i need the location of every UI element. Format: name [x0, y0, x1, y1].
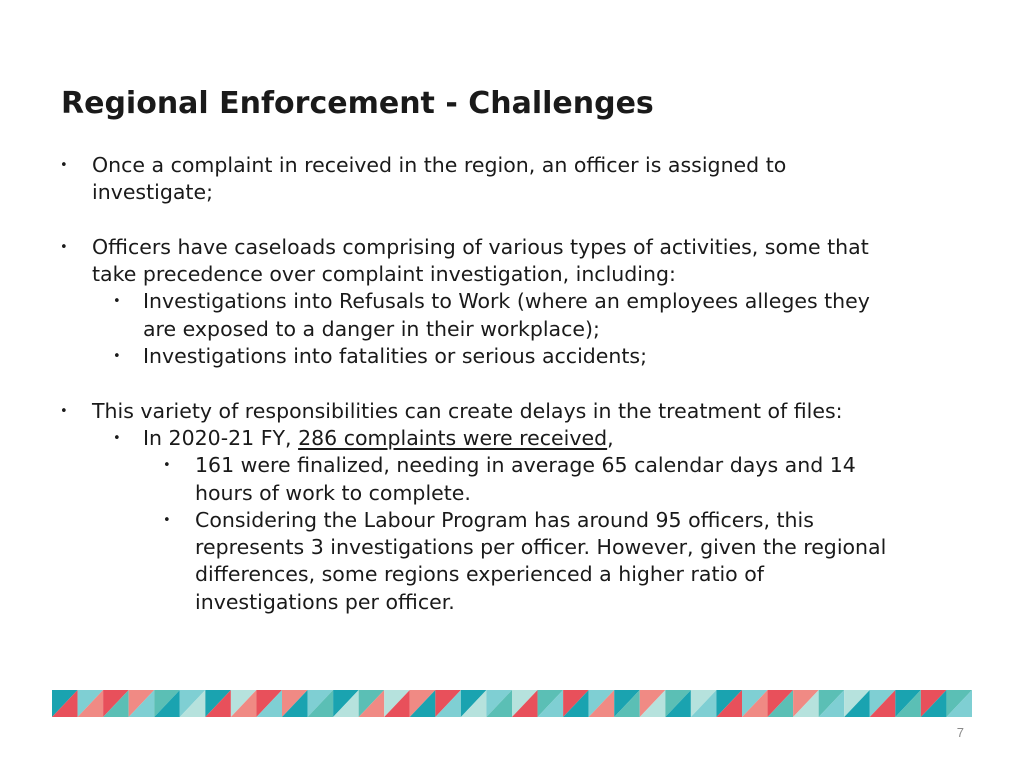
bullet-3-sub-1-suffix: , [607, 425, 614, 450]
bullet-2-sub-2 [60, 343, 980, 370]
bullet-2-line-2: take precedence over complaint investigation, including: [92, 262, 676, 287]
page-number: 7 [956, 725, 964, 740]
bullet-3-subsub-2-line-4: investigations per officer. [195, 589, 455, 614]
bullet-3 [60, 398, 980, 425]
bullet-dot: • [113, 294, 121, 310]
bullet-3-subsub-2-line-1: Considering the Labour Program has around 95 officers, this [195, 507, 814, 532]
bullet-dot: • [163, 458, 171, 474]
bullet-3-sub-1-prefix: In 2020-21 FY, [143, 425, 299, 450]
bullet-3-subsub-1 [60, 452, 980, 507]
spacer [60, 207, 980, 234]
bullet-dot: • [60, 158, 68, 173]
bullet-3-subsub-1-line-1: 161 were finalized, needing in average 65 calendar days and 14 [195, 453, 856, 478]
bullet-3-line-1: This variety of responsibilities can create delays in the treatment of files: [92, 398, 843, 423]
bullet-3-subsub-1-line-2: hours of work to complete. [195, 480, 471, 505]
spacer [60, 370, 980, 397]
bullet-2-sub-1-line-2: are exposed to a danger in their workplace); [143, 316, 600, 341]
bullet-1-line-1: Once a complaint in received in the region, an officer is assigned to [92, 153, 787, 177]
bullet-2-sub-1-line-1: Investigations into Refusals to Work (where an employees alleges they [143, 289, 870, 314]
decorative-triangle-banner [52, 690, 972, 717]
bullet-3-sub-1 [60, 425, 980, 452]
bullet-dot: • [60, 403, 68, 419]
bullet-3-subsub-2 [60, 507, 980, 616]
bullet-1 [60, 152, 980, 207]
bullet-2-sub-1 [60, 288, 980, 343]
bullet-1-line-2: investigate; [92, 180, 213, 205]
bullet-dot: • [113, 430, 121, 446]
bullet-dot: • [113, 349, 121, 365]
slide-body [60, 152, 980, 616]
slide-title: Regional Enforcement - Challenges [61, 86, 654, 121]
bullet-dot: • [163, 512, 171, 528]
bullet-2-sub-2-line-1: Investigations into fatalities or serious accidents; [143, 344, 648, 369]
bullet-2 [60, 234, 980, 289]
bullet-dot: • [60, 239, 68, 255]
bullet-2-line-1: Officers have caseloads comprising of various types of activities, some that [92, 234, 869, 259]
complaints-received-link[interactable]: 286 complaints were received [298, 425, 608, 450]
bullet-3-subsub-2-line-3: differences, some regions experienced a higher ratio of [195, 562, 764, 587]
bullet-3-subsub-2-line-2: represents 3 investigations per officer. However, given the regional [195, 535, 887, 560]
